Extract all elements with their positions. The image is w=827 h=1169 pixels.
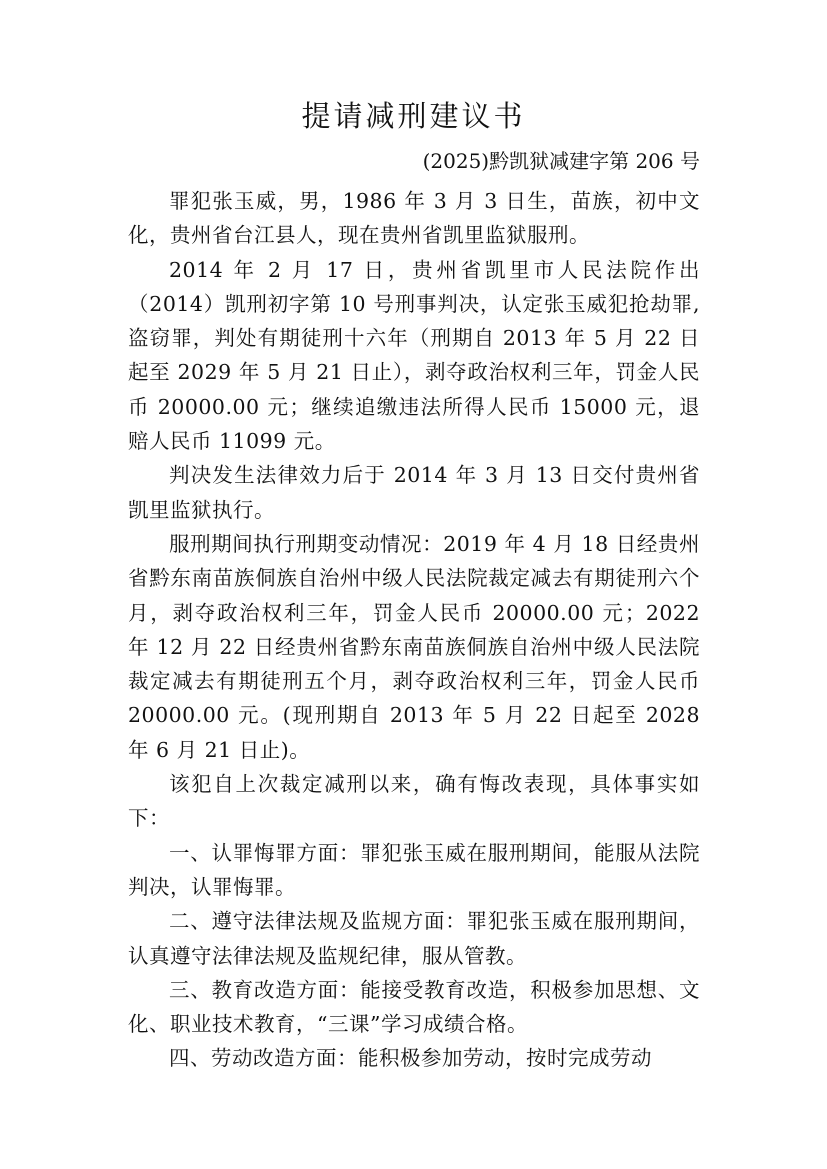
paragraph-education: 三、教育改造方面：能接受教育改造，积极参加思想、文化、职业技术教育，“三课”学习成绩合格。	[128, 977, 700, 1037]
paragraph-sentence-changes: 服刑期间执行刑期变动情况：2019 年 4 月 18 日经贵州省黔东南苗族侗族自治州中级人民法院裁定减去有期徒刑六个月，剥夺政治权利三年，罚金人民币 20000.00 元；2022 年 12 月 22 日经贵州省黔东南苗族侗族自治州中级人民法院裁定减去有期徒刑五个月，剥夺政治权利三年，罚金人民币 20000.00 元。(现刑期自 2013 年 5 月 22 日起至 2028 年 6 月 21 日止)。	[128, 531, 700, 762]
paragraph-criminal-info: 罪犯张玉威，男，1986 年 3 月 3 日生，苗族，初中文化，贵州省台江县人，现在贵州省凯里监狱服刑。	[128, 189, 700, 248]
paragraph-delivery: 判决发生法律效力后于 2014 年 3 月 13 日交付贵州省凯里监狱执行。	[128, 463, 700, 522]
document-title: 提请减刑建议书	[301, 99, 526, 133]
paragraph-original-judgment: 2014 年 2 月 17 日，贵州省凯里市人民法院作出（2014）凯刑初字第 10 号刑事判决，认定张玉威犯抢劫罪,盗窃罪，判处有期徒刑十六年（刑期自 2013 年 5 月 22 日起至 2029 年 5 月 21 日止），剥夺政治权利三年，罚金人民币 20000.00 元；继续追缴违法所得人民币 15000 元，退赔人民币 11099 元。	[128, 257, 700, 454]
paragraph-labor: 四、劳动改造方面：能积极参加劳动，按时完成劳动	[169, 1046, 652, 1071]
paragraph-confession: 一、认罪悔罪方面：罪犯张玉威在服刑期间，能服从法院判决，认罪悔罪。	[128, 840, 700, 899]
paragraph-discipline: 二、遵守法律法规及监规方面：罪犯张玉威在服刑期间，认真遵守法律法规及监规纪律，服从管教。	[128, 909, 700, 968]
document-number: (2025)黔凯狱减建字第 206 号	[422, 149, 700, 173]
document-body	[128, 184, 700, 1076]
paragraph-repentance-intro: 该犯自上次裁定减刑以来，确有悔改表现，具体事实如下：	[128, 772, 700, 831]
